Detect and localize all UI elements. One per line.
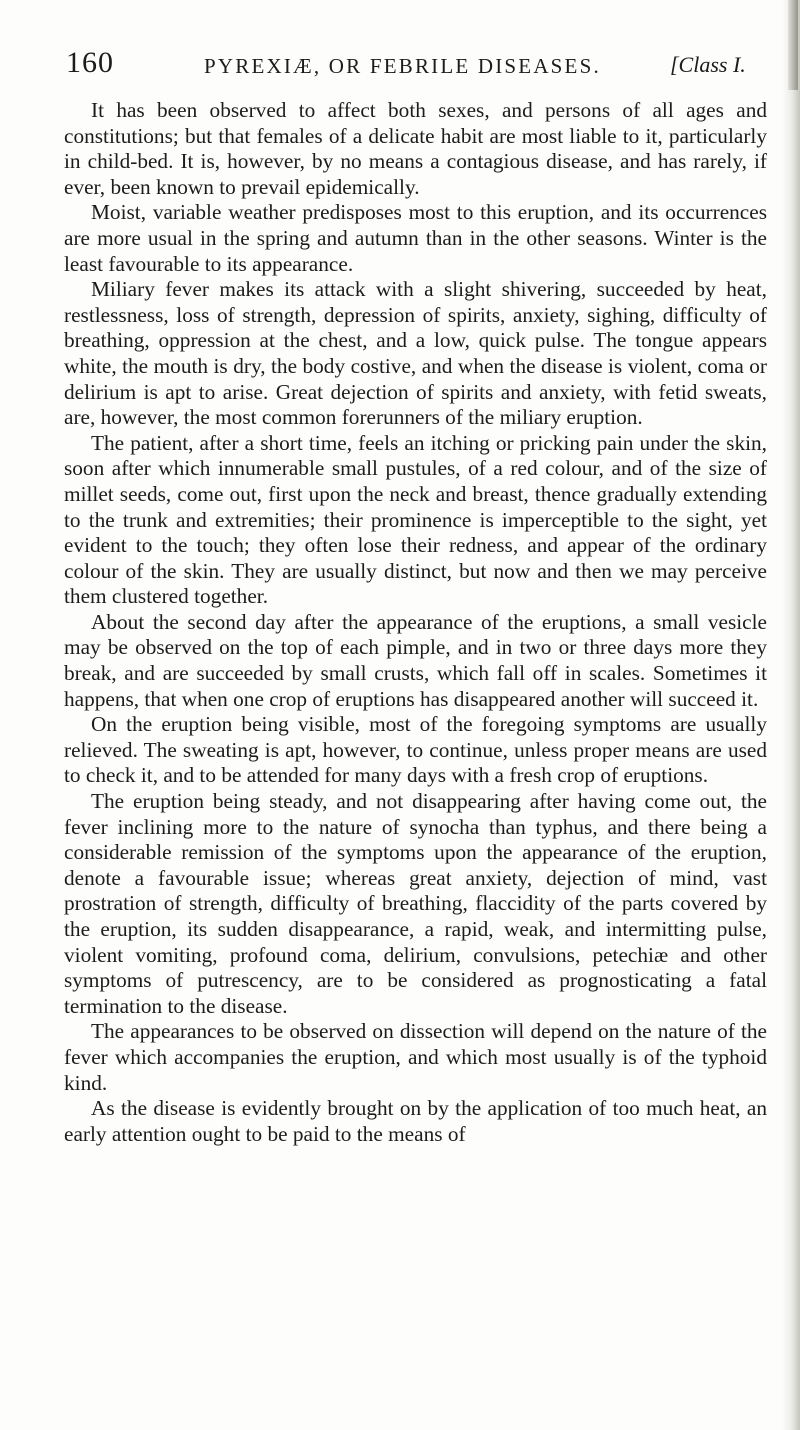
paragraph: The patient, after a short time, feels an itching or pricking pain under the skin, soon after which innumerable small pustules, of a red colour, and of the size of millet seeds, come out, first upon the neck and breast, thence gradually extending to the trunk and extremities; their prominence is imperceptible to the sight, yet evident to the touch; they often lose their redness, and appear of the ordinary colour of the skin. They are usually distinct, but now and then we may perceive them clustered together.: [64, 430, 767, 609]
paragraph: Miliary fever makes its attack with a slight shivering, succeeded by heat, restlessness, loss of strength, depression of spirits, anxiety, sighing, difficulty of breathing, oppression at the chest, and a low, quick pulse. The tongue appears white, the mouth is dry, the body costive, and when the disease is violent, coma or delirium is apt to arise. Great dejection of spirits and anxiety, with fetid sweats, are, however, the most common forerunners of the miliary eruption.: [64, 277, 767, 430]
paragraph: About the second day after the appearance of the eruptions, a small vesicle may be observed on the top of each pimple, and in two or three days more they break, and are succeeded by small crusts, which fall off in scales. Sometimes it happens, that when one crop of eruptions has disappeared another will succeed it.: [64, 609, 767, 711]
paragraph: As the disease is evidently brought on by the application of too much heat, an early attention ought to be paid to the means of: [64, 1096, 767, 1146]
running-head: [66, 46, 766, 82]
paragraph: It has been observed to affect both sexes, and persons of all ages and constitutions; but that females of a delicate habit are most liable to it, particularly in child-bed. It is, however, by no means a contagious disease, and has rarely, if ever, been known to prevail epidemically.: [64, 98, 767, 199]
paragraph: The appearances to be observed on dissection will depend on the nature of the fever which accompanies the eruption, and which most usually is of the typhoid kind.: [64, 1019, 767, 1095]
running-title: PYREXIÆ, OR FEBRILE DISEASES.: [204, 54, 601, 78]
paragraph: The eruption being steady, and not disappearing after having come out, the fever inclining more to the nature of synocha than typhus, and there being a considerable remission of the symptoms upon the appearance of the eruption, denote a favourable issue; whereas great anxiety, dejection of mind, vast prostration of strength, difficulty of breathing, flaccidity of the parts covered by the eruption, its sudden disappearance, a rapid, weak, and intermitting pulse, violent vomiting, profound coma, delirium, convulsions, petechiæ and other symptoms of putrescency, are to be considered as prognosticating a fatal termination to the disease.: [64, 789, 767, 1018]
page-number: 160: [66, 46, 114, 79]
class-label: [Class I.: [670, 52, 746, 77]
paragraph: On the eruption being visible, most of the foregoing symptoms are usually relieved. The sweating is apt, however, to continue, unless proper means are used to check it, and to be attended for many days with a fresh crop of eruptions.: [64, 712, 767, 788]
page-edge-tab: [788, 0, 798, 90]
page-edge-shadow: [782, 0, 800, 1430]
body-text: [64, 98, 767, 1147]
paragraph: Moist, variable weather predisposes most to this eruption, and its occurrences are more usual in the spring and autumn than in the other seasons. Winter is the least favourable to its appearance.: [64, 200, 767, 276]
